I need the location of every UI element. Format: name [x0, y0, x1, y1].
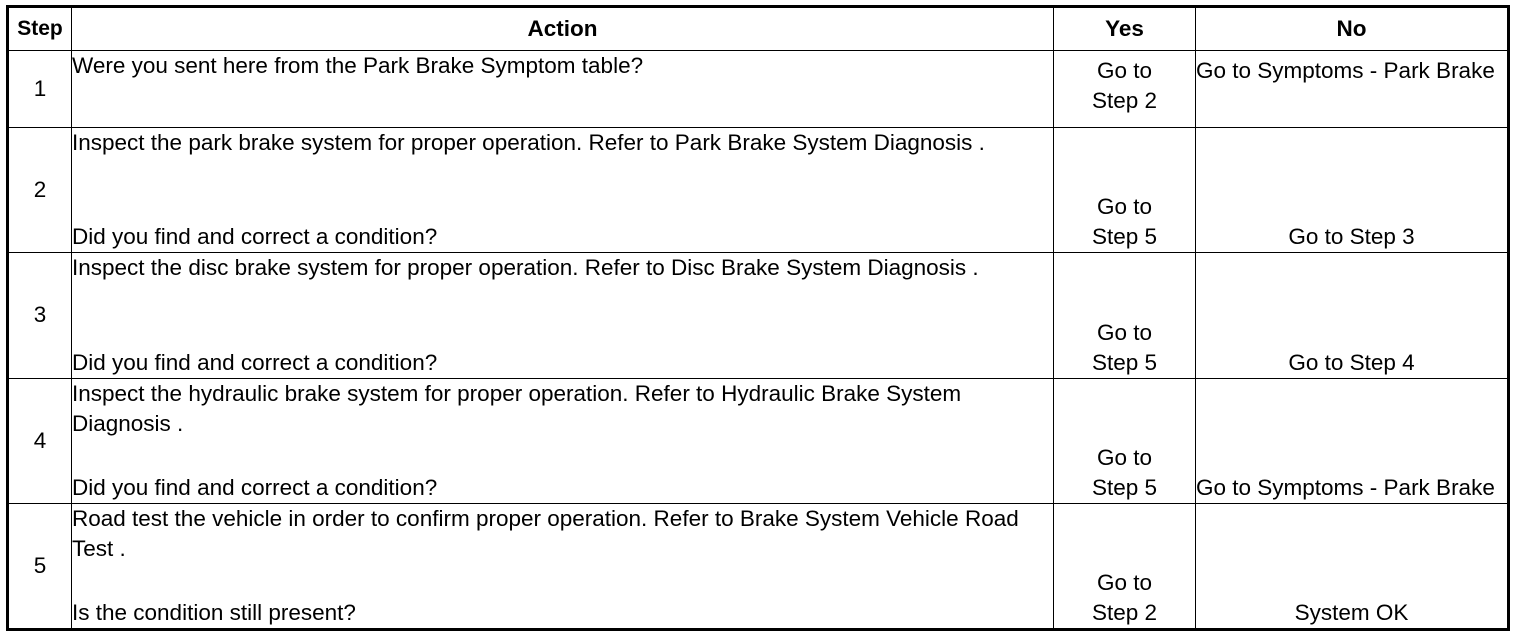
action-cell — [72, 127, 1054, 253]
step-number: 1 — [8, 51, 72, 128]
yes-cell[interactable] — [1054, 253, 1196, 379]
no-cell[interactable]: Go to Symptoms - Park Brake — [1196, 378, 1509, 504]
yes-link-line2: Step 5 — [1091, 349, 1158, 375]
header-no: No — [1196, 7, 1509, 51]
table-row — [8, 378, 1509, 504]
action-instruction: Inspect the disc brake system for proper operation. Refer to Disc Brake System Diagnosis . — [72, 255, 979, 281]
no-cell[interactable]: System OK — [1196, 504, 1509, 630]
yes-link-line2: Step 2 — [1091, 88, 1158, 113]
table-row — [8, 127, 1509, 253]
action-question: Did you find and correct a condition? — [72, 475, 438, 501]
step-number: 5 — [8, 504, 72, 630]
yes-link-line2: Step 5 — [1091, 475, 1158, 501]
header-yes: Yes — [1054, 7, 1196, 51]
yes-cell[interactable] — [1054, 51, 1196, 128]
yes-link-line1: Go to — [1096, 570, 1153, 595]
action-instruction: Inspect the park brake system for proper operation. Refer to Park Brake System Diagnosis . — [72, 129, 985, 155]
yes-link-line2: Step 2 — [1091, 600, 1158, 625]
action-question: Is the condition still present? — [72, 600, 356, 625]
yes-link-line1: Go to — [1096, 319, 1153, 345]
step-number: 2 — [8, 127, 72, 253]
action-question: Did you find and correct a condition? — [72, 224, 438, 250]
action-instruction: Inspect the hydraulic brake system for proper operation. Refer to Hydraulic Brake System Diagnosis . — [72, 380, 962, 436]
no-cell[interactable]: Go to Step 3 — [1196, 127, 1509, 253]
yes-link-line2: Step 5 — [1091, 224, 1158, 250]
yes-link-line1: Go to — [1096, 445, 1153, 471]
action-cell — [72, 51, 1054, 128]
diagnostic-table — [6, 5, 1510, 631]
table-row — [8, 253, 1509, 379]
no-cell[interactable]: Go to Step 4 — [1196, 253, 1509, 379]
header-step: Step — [8, 7, 72, 51]
table-row — [8, 51, 1509, 128]
action-cell — [72, 504, 1054, 630]
step-number: 3 — [8, 253, 72, 379]
yes-cell[interactable] — [1054, 504, 1196, 630]
step-number: 4 — [8, 378, 72, 504]
header-action: Action — [72, 7, 1054, 51]
action-instruction: Were you sent here from the Park Brake Symptom table? — [72, 53, 644, 78]
header-row — [8, 7, 1509, 51]
no-cell[interactable]: Go to Symptoms - Park Brake — [1196, 51, 1509, 128]
action-cell — [72, 253, 1054, 379]
yes-link-line1: Go to — [1096, 58, 1153, 83]
action-instruction: Road test the vehicle in order to confirm proper operation. Refer to Brake System Vehicle Road Test . — [72, 506, 1019, 562]
yes-cell[interactable] — [1054, 127, 1196, 253]
yes-link-line1: Go to — [1096, 194, 1153, 220]
yes-cell[interactable] — [1054, 378, 1196, 504]
action-question: Did you find and correct a condition? — [72, 349, 438, 375]
action-cell — [72, 378, 1054, 504]
table-row — [8, 504, 1509, 630]
